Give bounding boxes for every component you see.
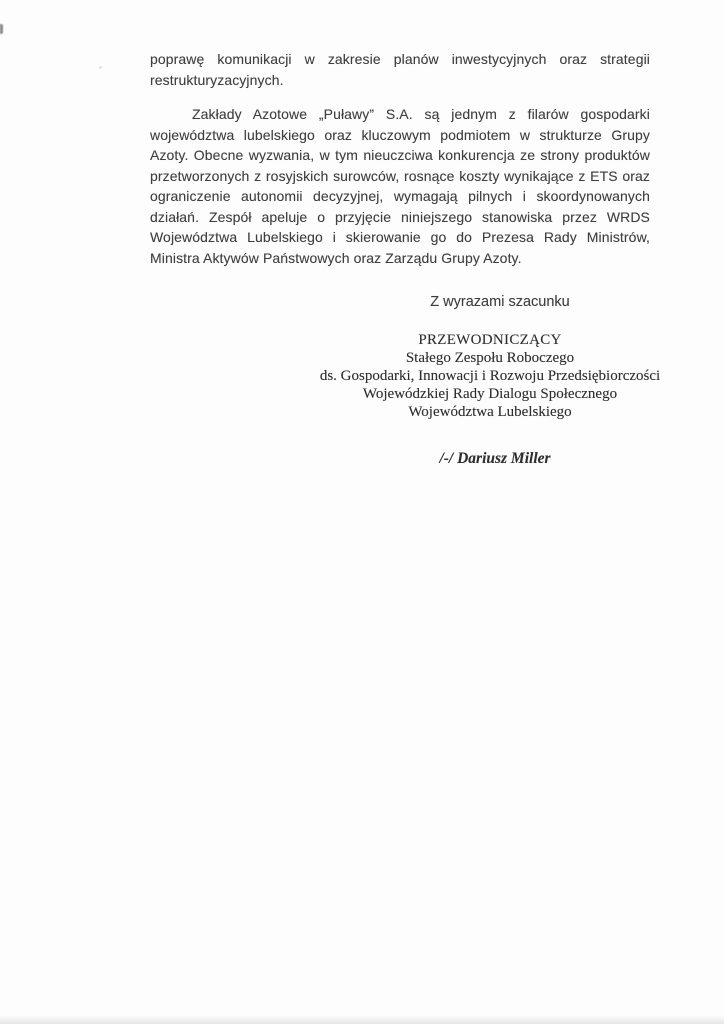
body-paragraph-1: poprawę komunikacji w zakresie planów inwestycyjnych oraz strategii restrukturyzacyjnych. bbox=[150, 51, 650, 88]
signature-role-block bbox=[290, 331, 690, 421]
signature-role-line-2: Stałego Zespołu Roboczego bbox=[405, 350, 575, 366]
scan-artifact-speck bbox=[99, 66, 102, 69]
closing-phrase: Z wyrazami szacunku bbox=[430, 294, 570, 310]
signature-role-line-4: Wojewódzkiej Rady Dialogu Społecznego bbox=[362, 386, 618, 402]
signature-role-title: PRZEWODNICZĄCY bbox=[418, 332, 562, 348]
signed-name: /-/ Dariusz Miller bbox=[439, 450, 551, 467]
signature-role-line-5: Województwa Lubelskiego bbox=[408, 404, 572, 420]
signature-role-line-3: ds. Gospodarki, Innowacji i Rozwoju Przedsiębiorczości bbox=[319, 368, 661, 384]
body-paragraph-2: Zakłady Azotowe „Puławy” S.A. są jednym z filarów gospodarki województwa lubelskiego oraz kluczowym podmiotem w strukturze Grupy Azoty. Obecne wyzwania, w tym nieuczciwa konkurencja ze strony produktów przetworzonych z rosyjskich surowców, rosnące koszty wynikające z ETS oraz ograniczenie autonomii decyzyjnej, wymagają pilnych i skoordynowanych działań. Zespół apeluje o przyjęcie niniejszego stanowiska przez WRDS Województwa Lubelskiego i skierowanie go do Prezesa Rady Ministrów, Ministra Aktywów Państwowych oraz Zarządu Grupy Azoty. bbox=[150, 106, 650, 266]
scan-artifact-bottom-shadow bbox=[0, 1015, 724, 1024]
scan-artifact-edge-mark bbox=[0, 24, 3, 34]
